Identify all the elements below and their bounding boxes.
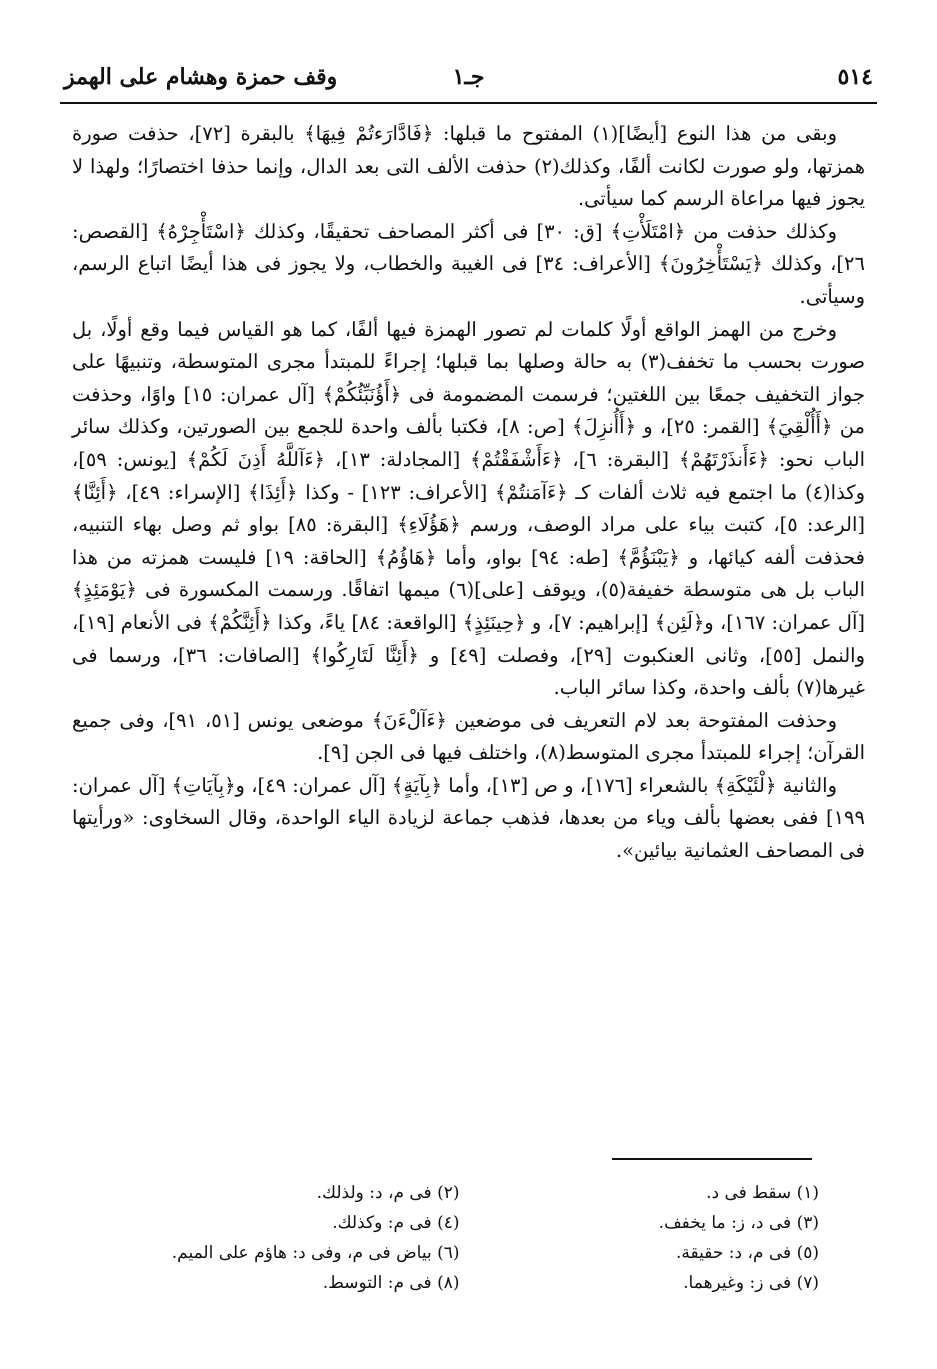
footnotes xyxy=(100,1178,819,1298)
footnote: (١) سقط فى د. xyxy=(706,1183,819,1203)
footnote: (٢) فى م، د: ولذلك. xyxy=(316,1183,460,1203)
paragraph: والثانية ﴿لْئَيْكَةِ﴾ بالشعراء [١٧٦]، و ص [١٣]، وأما ﴿بِآيَةٍ﴾ [آل عمران: ٤٩]، و﴿بِآيَاتِ﴾ [آل عمران: ١٩٩] ففى بعضها بألف وياء من بعدها، فذهب جماعة لزيادة الياء الواحدة، وقال السخاوى: «ورأيتها فى المصاحف العثمانية بيائين». xyxy=(72,773,865,863)
footnote-row xyxy=(100,1208,819,1238)
paragraph: وخرج من الهمز الواقع أولًا كلمات لم تصور الهمزة فيها ألفًا، كما هو القياس فيما وقع أولًا، بل صورت بحسب ما تخفف(٣) به حالة وصلها بما قبلها؛ إجراءً للمبتدأ مجرى المتوسطة، وتنبيهًا على جواز التخفيف جمعًا بين اللغتين؛ فرسمت المضمومة فى ﴿أَؤُنَبِّئُكُمْ﴾ [آل عمران: ١٥] واوًا، وحذفت من ﴿أَأُلْقِيَ﴾ [القمر: ٢٥]، و ﴿أَأُنزِلَ﴾ [ص: ٨]، فكتبا بألف واحدة للجمع بين الصورتين، وكذلك سائر الباب نحو: ﴿ءَأَنذَرْتَهُمْ﴾ [البقرة: ٦]، ﴿ءَأَشْفَقْتُمْ﴾ [المجادلة: ١٣]، ﴿ءَآللَّهُ أَذِنَ لَكُمْ﴾ [يونس: ٥٩]، وكذا(٤) ما اجتمع فيه ثلاث ألفات كـ ﴿ءَآمَنتُمْ﴾ [الأعراف: ١٢٣] - وكذا ﴿أَئِذَا﴾ [الإسراء: ٤٩]، ﴿أَئِنَّا﴾ [الرعد: ٥]، كتبت بياء على مراد الوصف، ورسم ﴿هَؤُلَاءِ﴾ [البقرة: ٨٥] بواو ثم وصل بهاء التنبيه، فحذفت ألفه كيائها، و ﴿يَبْنَؤُمَّ﴾ [طه: ٩٤] بواو، وأما ﴿هَاؤُمُ﴾ [الحاقة: ١٩] فليست همزته من هذا الباب بل هى متوسطة خفيفة(٥)، ويوقف [على](٦) ميمها اتفاقًا. ورسمت المكسورة فى ﴿يَوْمَئِذٍ﴾ [آل عمران: ١٦٧]، و﴿لَئِن﴾ [إبراهيم: ٧]، و ﴿حِينَئِذٍ﴾ [الواقعة: ٨٤] ياءً، وكذا ﴿أَئِنَّكُمْ﴾ فى الأنعام [١٩]، والنمل [٥٥]، وثانى العنكبوت [٢٩]، وفصلت [٤٩] و ﴿أَئِنَّا لَتَارِكُوا﴾ [الصافات: ٣٦]، ورسما فى غيرها(٧) بألف واحدة، وكذا سائر الباب. xyxy=(72,317,866,700)
page-header xyxy=(60,52,877,104)
footnote-row xyxy=(100,1238,819,1268)
footnote: (٣) فى د، ز: ما يخفف. xyxy=(658,1213,819,1233)
footnote-separator xyxy=(612,1158,812,1160)
chapter-title: وقف حمزة وهشام على الهمز xyxy=(64,64,338,90)
main-text xyxy=(72,118,865,868)
footnote: (٤) فى م: وكذلك. xyxy=(332,1213,460,1233)
paragraph: وبقى من هذا النوع [أيضًا](١) المفتوح ما قبلها: ﴿فَادَّارَءتُمْ فِيهَا﴾ بالبقرة [٧٢]، حذفت صورة همزتها، ولو صورت لكانت ألفًا، وكذلك(٢) حذفت الألف التى بعد الدال، وإنما حذفا اختصارًا؛ ولهذا لا يجوز فيها مراعاة الرسم كما سيأتى. xyxy=(72,122,865,211)
footnote: (٧) فى ز: وغيرهما. xyxy=(683,1273,819,1293)
volume-label: جـ١ xyxy=(452,64,485,90)
footnote-row xyxy=(100,1178,819,1208)
paragraph: وحذفت المفتوحة بعد لام التعريف فى موضعين ﴿ءَآلْءَنَ﴾ موضعى يونس [٥١، ٩١]، وفى جميع القرآن؛ إجراء للمبتدأ مجرى المتوسط(٨)، واختلف فيها فى الجن [٩]. xyxy=(72,708,865,765)
footnote-row xyxy=(100,1268,819,1298)
footnote: (٨) فى م: التوسط. xyxy=(322,1273,460,1293)
footnote: (٥) فى م، د: حقيقة. xyxy=(676,1243,819,1263)
paragraph: وكذلك حذفت من ﴿امْتَلَأْتِ﴾ [ق: ٣٠] فى أكثر المصاحف تحقيقًا، وكذلك ﴿اسْتَأْجِرْهُ﴾ [القصص: ٢٦]، وكذلك ﴿يَسْتَأْخِرُونَ﴾ [الأعراف: ٣٤] فى الغيبة والخطاب، ولا يجوز فى هذا أيضًا اتباع الرسم، وسيأتى. xyxy=(72,219,865,308)
footnote: (٦) بياض فى م، وفى د: هاؤم على الميم. xyxy=(171,1243,460,1263)
page-number: ٥١٤ xyxy=(837,64,873,90)
